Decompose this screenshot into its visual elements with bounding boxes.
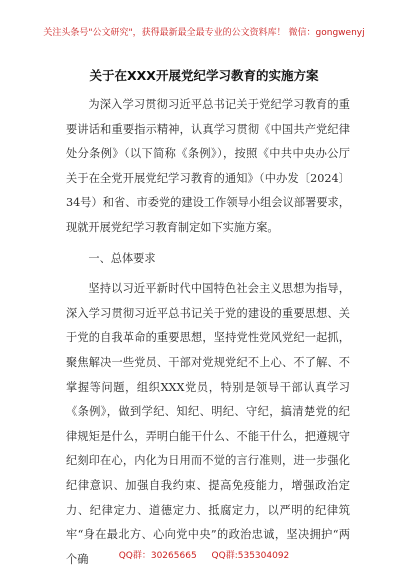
section-paragraph: 坚持以习近平新时代中国特色社会主义思想为指导，深入学习贯彻习近平总书记关于党的建设的重要思想、关于党的自我革命的重要思想，坚持党性党风党纪一起抓，聚焦解决一些党员、干部对党规党纪不上心、不了解、不掌握等问题，组织XXX党员，特别是领导干部认真学习《条例》，做到学纪、知纪、明纪、守纪，搞清楚党的纪律规矩是什么，弄明白能干什么、不能干什么，把遵规守纪刻印在心，内化为日用而不觉的言行准则，进一步强化纪律意识、加强自我约束、提高免疫能力，增强政治定力、纪律定力、道德定力、抵腐定力，以严明的纪律筑牢“身在最北方、心向党中央”的政治忠诚，坚决拥护“两个确 (66, 282, 350, 566)
section-heading: 一、总体要求 (88, 251, 156, 265)
intro-paragraph: 为深入学习贯彻习近平总书记关于党纪学习教育的重要讲话和重要指示精神，认真学习贯彻《中国共产党纪律处分条例》（以下简称《条例》），按照《中共中央办公厅关于在全党开展党纪学习教育的通知》（中办发〔2024〕34号）和省、市委党的建设工作领导小组会议部署要求，现就开展党纪学习教育制定如下实施方案。 (66, 98, 350, 234)
footer-contact (0, 548, 408, 561)
document-title: 关于在XXX开展党纪学习教育的实施方案 (89, 68, 319, 83)
footer-qq-group-1: QQ群：30265665 (118, 551, 197, 561)
header-promo-note: 关注头条号"公文研究"，获得最新最全最专业的公文资料库！ 微信：gongwenyj (43, 28, 365, 38)
document-body (66, 93, 350, 572)
footer-qq-group-2: QQ群:535304092 (211, 551, 290, 561)
